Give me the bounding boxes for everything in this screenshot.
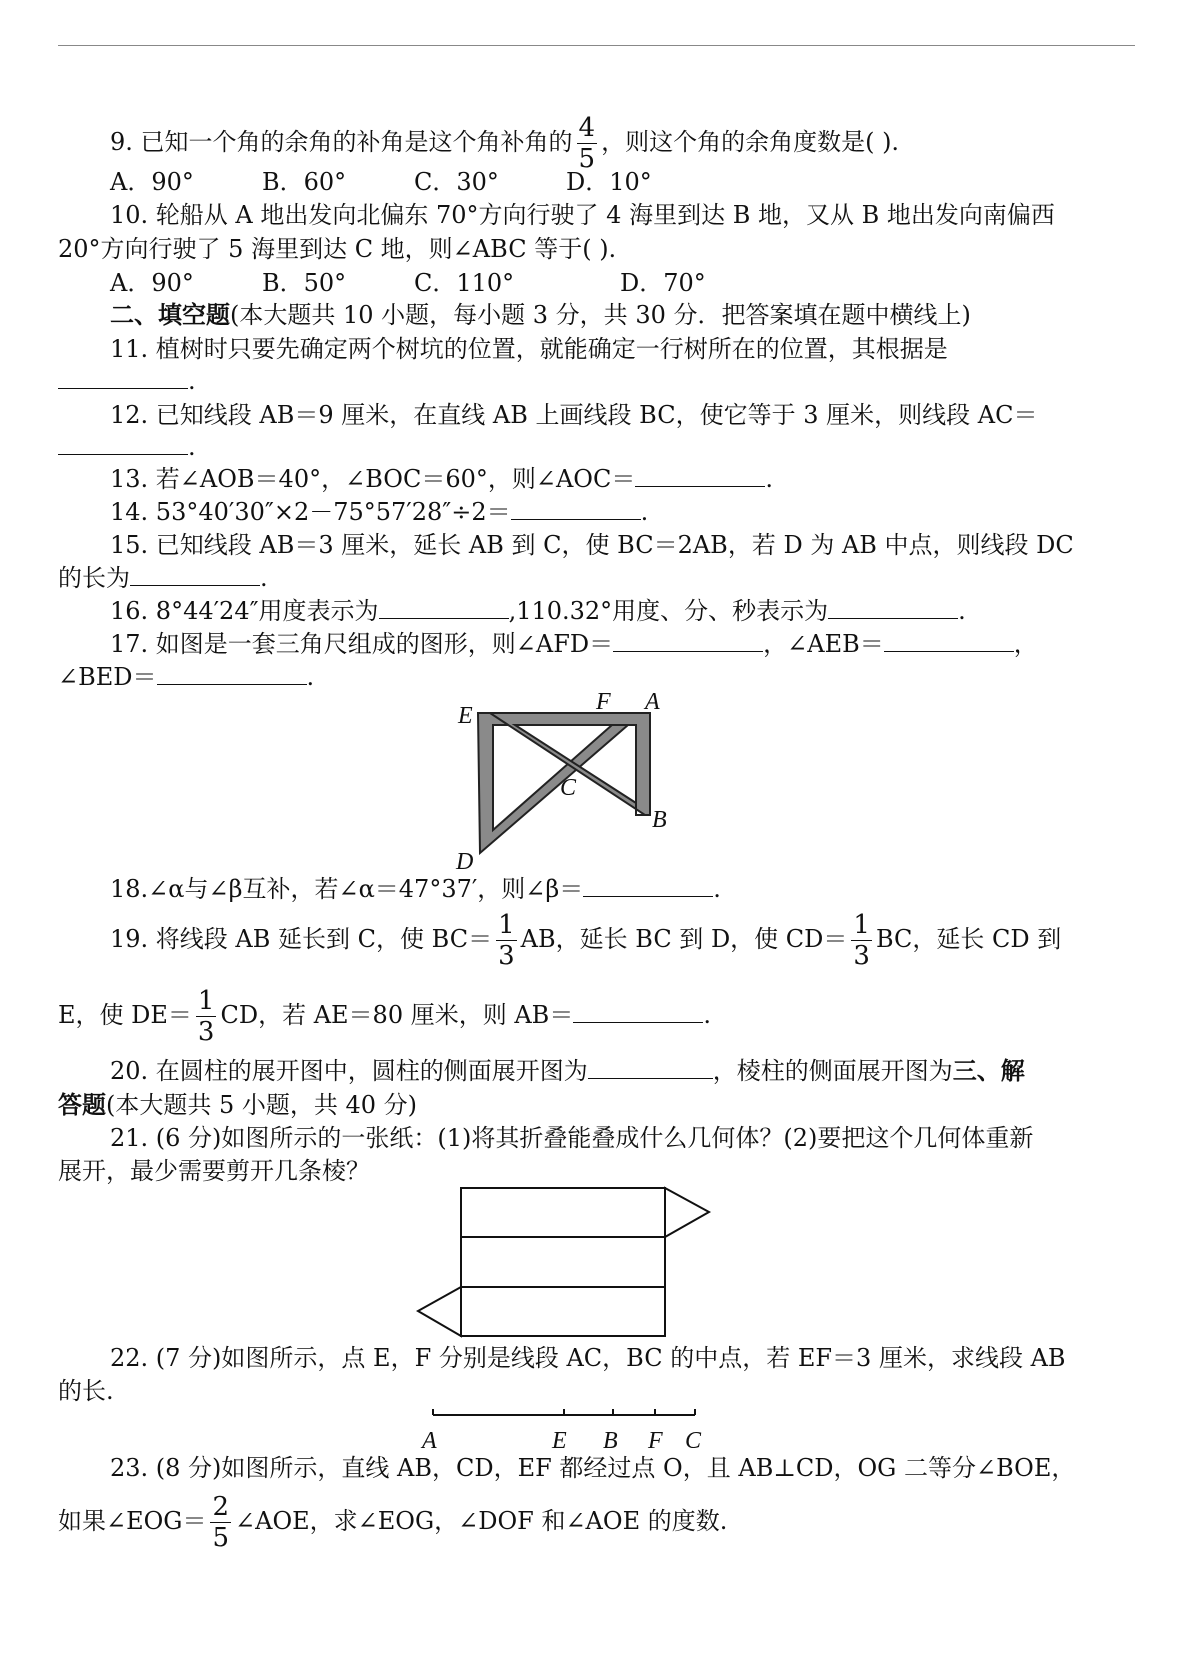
q20-text-a: 20. 在圆柱的展开图中，圆柱的侧面展开图为 <box>110 1057 588 1085</box>
fig17-label-d: D <box>456 849 474 875</box>
q14 <box>110 497 648 527</box>
fig22-label-e: E <box>552 1428 567 1454</box>
q23-frac-den: 5 <box>212 1523 230 1553</box>
section2-title: 二、填空题 <box>110 301 230 329</box>
q14-end: . <box>640 498 649 526</box>
q20-blank-1[interactable] <box>588 1058 713 1079</box>
q17-text-d: ∠BED＝ <box>58 663 157 691</box>
q19-blank[interactable] <box>573 1002 703 1023</box>
q18-blank[interactable] <box>583 876 713 897</box>
q18 <box>110 874 721 904</box>
section2-desc: (本大题共 10 小题，每小题 3 分，共 30 分．把答案填在题中横线上) <box>230 301 971 329</box>
q11-blank[interactable] <box>58 368 188 389</box>
section3-title: 答题 <box>58 1091 106 1119</box>
q19-frac-1 <box>496 910 517 971</box>
q14-blank[interactable] <box>511 499 641 520</box>
q23-frac-num: 2 <box>212 1492 230 1522</box>
q10-line1: 10. 轮船从 A 地出发向北偏东 70°方向行驶了 4 海里到达 B 地，又从 B 地出发向南偏西 <box>110 201 1055 229</box>
fig17-label-f: F <box>596 689 611 715</box>
q19-text-5: CD，若 AE＝80 厘米，则 AB＝ <box>220 1001 574 1029</box>
q19-frac2-num: 1 <box>853 910 870 940</box>
q20 <box>110 1056 1025 1086</box>
q19-frac3-num: 1 <box>197 986 215 1016</box>
q16-text-a: 16. 8°44′24″用度表示为 <box>110 597 379 625</box>
q9-stem <box>110 113 899 174</box>
q11-end: . <box>188 367 196 395</box>
fig22-label-f: F <box>648 1428 663 1454</box>
q22-line2: 的长. <box>58 1377 114 1405</box>
q15-blank[interactable] <box>130 565 260 586</box>
q22-figure <box>415 1405 715 1455</box>
q17-figure <box>440 685 700 875</box>
q19-frac-3 <box>196 986 217 1047</box>
q18-text: 18.∠α与∠β互补，若∠α＝47°37′，则∠β＝ <box>110 875 584 903</box>
q17-text-a: 17. 如图是一套三角尺组成的图形，则∠AFD＝ <box>110 630 614 658</box>
section3-heading <box>58 1090 417 1120</box>
q23-text-1: 如果∠EOG＝ <box>58 1507 207 1535</box>
fig17-label-e: E <box>458 703 473 729</box>
q19-line1 <box>110 910 1061 971</box>
q17-text-c: ， <box>1013 630 1038 658</box>
q9-frac-den: 5 <box>578 144 596 174</box>
q21-line2: 展开，最少需要剪开几条棱？ <box>58 1157 370 1185</box>
q10-option-d: D．70° <box>620 269 706 297</box>
q19-text-1: 19. 将线段 AB 延长到 C，使 BC＝ <box>110 925 493 953</box>
q10-option-a: A．90° <box>110 269 194 297</box>
q9-option-d: D．10° <box>566 168 652 196</box>
net-triangle-right <box>665 1188 709 1237</box>
q23-line1: 23. (8 分)如图所示，直线 AB，CD，EF 都经过点 O，且 AB⊥CD，OG 二等分∠BOE， <box>110 1454 1076 1482</box>
q12-blank[interactable] <box>58 434 188 455</box>
q17-blank-3[interactable] <box>157 664 307 685</box>
q21-line1: 21. (6 分)如图所示的一张纸：(1)将其折叠能叠成什么几何体？(2)要把这个几何体重新 <box>110 1124 1034 1152</box>
q14-text: 14. 53°40′30″×2－75°57′28″÷2＝ <box>110 498 511 526</box>
fig17-label-c: C <box>560 775 577 801</box>
q17-blank-1[interactable] <box>613 631 763 652</box>
q23-text-2: ∠AOE，求∠EOG，∠DOF 和∠AOE 的度数. <box>235 1507 728 1535</box>
q9-text: 9. 已知一个角的余角的补角是这个角补角的 <box>110 128 573 156</box>
q9-text-end: ，则这个角的余角度数是( ). <box>601 128 900 156</box>
q17-end: . <box>306 663 315 691</box>
q19-frac2-den: 3 <box>853 941 870 971</box>
q9-option-a: A．90° <box>110 168 194 196</box>
q19-text-3: BC，延长 CD 到 <box>875 925 1062 953</box>
q22-line1: 22. (7 分)如图所示，点 E，F 分别是线段 AC，BC 的中点，若 EF＝3 厘米，求线段 AB <box>110 1344 1066 1372</box>
q13-text: 13. 若∠AOB＝40°，∠BOC＝60°，则∠AOC＝ <box>110 465 636 493</box>
q11-line1: 11. 植树时只要先确定两个树坑的位置，就能确定一行树所在的位置，其根据是 <box>110 335 948 363</box>
q15-line1: 15. 已知线段 AB＝3 厘米，延长 AB 到 C，使 BC＝2AB，若 D 为 AB 中点，则线段 DC <box>110 531 1074 559</box>
q9-frac-num: 4 <box>578 113 596 143</box>
q19-end: . <box>703 1001 711 1029</box>
q21-figure <box>415 1185 715 1340</box>
q18-end: . <box>713 875 721 903</box>
q17-line1 <box>110 629 1038 659</box>
q9-fraction <box>577 113 598 174</box>
q12-answer-line <box>58 432 196 462</box>
fig22-label-b: B <box>603 1428 618 1454</box>
q16-blank-2[interactable] <box>828 598 958 619</box>
q11-answer-line <box>58 366 196 396</box>
q20-text-b: ，棱柱的侧面展开图为 <box>712 1057 953 1085</box>
q9-option-b: B．60° <box>262 168 347 196</box>
q17-blank-2[interactable] <box>884 631 1014 652</box>
fig17-label-b: B <box>652 807 667 833</box>
q16 <box>110 596 966 626</box>
q15-line2 <box>58 563 268 593</box>
q19-frac1-num: 1 <box>498 910 515 940</box>
q9-option-c: C．30° <box>414 168 499 196</box>
q16-blank-1[interactable] <box>379 598 509 619</box>
header-rule <box>58 45 1135 46</box>
q15-end: . <box>260 564 268 592</box>
q10-option-c: C．110° <box>414 269 515 297</box>
section3-desc: (本大题共 5 小题，共 40 分) <box>106 1091 418 1119</box>
section2-heading <box>110 300 971 330</box>
q13 <box>110 464 773 494</box>
q23-fraction <box>210 1492 231 1553</box>
q19-line2 <box>58 986 711 1047</box>
q23-line2 <box>58 1492 727 1553</box>
q19-frac-2 <box>851 910 872 971</box>
net-rectangle <box>461 1188 665 1336</box>
q16-end: . <box>958 597 966 625</box>
net-triangle-left <box>418 1287 461 1336</box>
q10-option-b: B．50° <box>262 269 347 297</box>
q19-frac1-den: 3 <box>498 941 515 971</box>
q12-line1: 12. 已知线段 AB＝9 厘米，在直线 AB 上画线段 BC，使它等于 3 厘米，则线段 AC＝ <box>110 401 1038 429</box>
fig17-label-a: A <box>645 689 660 715</box>
q10-line2: 20°方向行驶了 5 海里到达 C 地，则∠ABC 等于( ). <box>58 235 617 263</box>
q12-end: . <box>188 433 196 461</box>
q19-frac3-den: 3 <box>197 1017 215 1047</box>
q15-text: 的长为 <box>58 564 130 592</box>
fig22-label-a: A <box>422 1428 437 1454</box>
q17-line2 <box>58 662 314 692</box>
q13-end: . <box>765 465 773 493</box>
section3-title-start: 三、解 <box>952 1057 1025 1085</box>
fig22-label-c: C <box>685 1428 702 1454</box>
q16-text-b: ,110.32°用度、分、秒表示为 <box>508 597 829 625</box>
q17-text-b: ，∠AEB＝ <box>763 630 884 658</box>
q19-text-4: E，使 DE＝ <box>58 1001 192 1029</box>
q19-text-2: AB，延长 BC 到 D，使 CD＝ <box>520 925 848 953</box>
q13-blank[interactable] <box>635 466 765 487</box>
